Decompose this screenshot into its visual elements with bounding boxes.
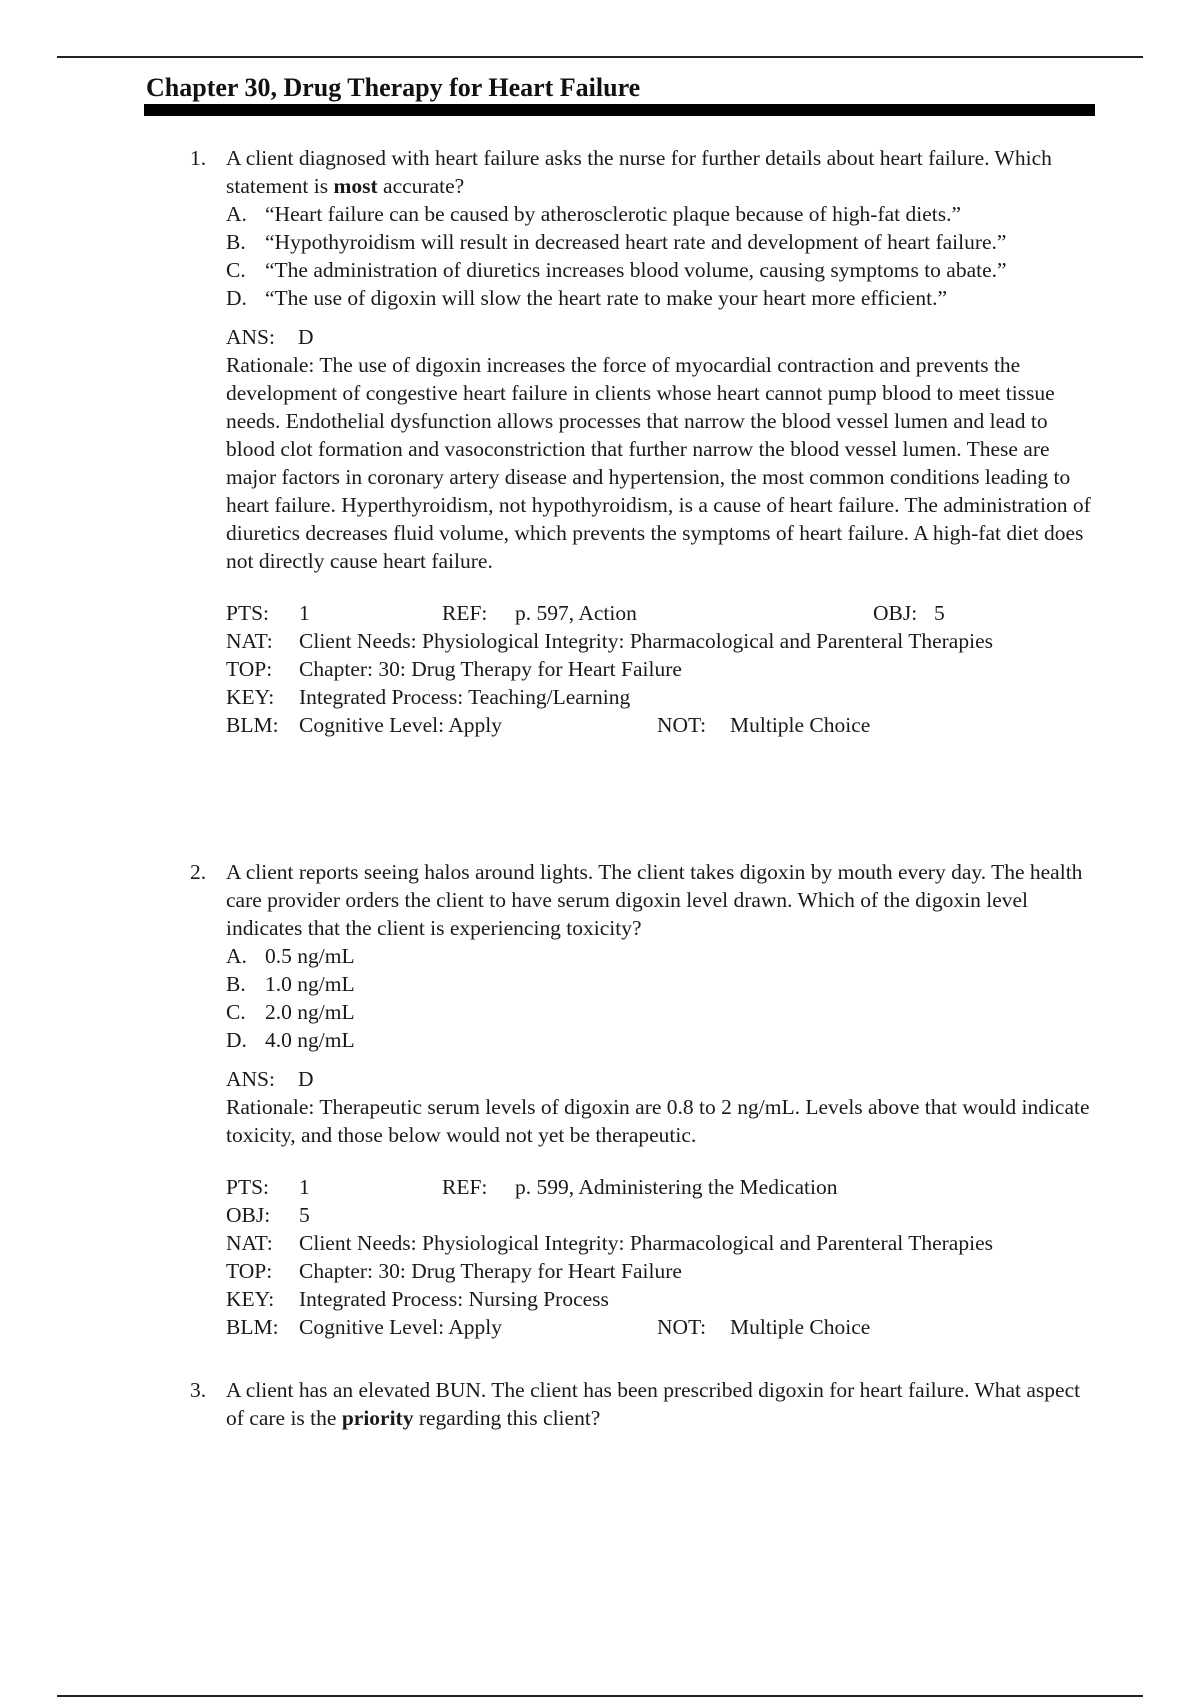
emphasis-word: most bbox=[333, 174, 378, 198]
question-number: 2. bbox=[190, 860, 207, 884]
option-b: B. “Hypothyroidism will result in decreased heart rate and development of heart failure.” bbox=[226, 230, 1007, 254]
question-metadata: PTS: 1 REF: p. 599, Administering the Medication OBJ: 5 NAT: Client Needs: Physiological Integrity: Pharmacological and Parenteral Therapies TOP: Chapter: 30: Drug Therapy for Heart Failure KEY: Integrated Process: Nursing Process BLM: Cognitive Level: Apply NOT: Multiple Choice bbox=[226, 1175, 993, 1339]
option-a: A. “Heart failure can be caused by atherosclerotic plaque because of high-fat diets.” bbox=[226, 202, 962, 226]
answer-line: ANS: D bbox=[226, 325, 314, 349]
question-metadata: PTS: 1 REF: p. 597, Action OBJ: 5 NAT: Client Needs: Physiological Integrity: Pharmacological and Parenteral Therapies TOP: Chapter: 30: Drug Therapy for Heart Failure KEY: Integrated Process: Teaching/Learning BLM: Cognitive Level: Apply NOT: Multiple Choice bbox=[226, 601, 993, 737]
title-underline-bar bbox=[144, 104, 1095, 116]
chapter-title: Chapter 30, Drug Therapy for Heart Failure bbox=[146, 73, 641, 102]
top-rule bbox=[57, 56, 1143, 58]
rationale: Rationale: Therapeutic serum levels of digoxin are 0.8 to 2 ng/mL. Levels above that would indicate toxicity, and those below would not yet be therapeutic. bbox=[226, 1095, 1090, 1147]
question-stem: A client diagnosed with heart failure asks the nurse for further details about heart failure. Which statement is most accurate? bbox=[226, 146, 1052, 198]
question-number: 1. bbox=[190, 146, 207, 170]
question-3 bbox=[190, 1376, 1095, 1432]
question-stem: A client has an elevated BUN. The client has been prescribed digoxin for heart failure. What aspect of care is the priority regarding this client? bbox=[226, 1378, 1081, 1430]
option-d: D. 4.0 ng/mL bbox=[226, 1028, 355, 1052]
rationale: Rationale: The use of digoxin increases the force of myocardial contraction and prevents the development of congestive heart failure in clients whose heart cannot pump blood to meet tissue needs. Endothelial dysfunction allows processes that narrow the blood vessel lumen and lead to blood clot formation and vasoconstriction that further narrow the blood vessel lumen. These are major factors in coronary artery disease and hypertension, the most common conditions leading to heart failure. Hyperthyroidism, not hypothyroidism, is a cause of heart failure. The administration of diuretics decreases fluid volume, which prevents the symptoms of heart failure. A high-fat diet does not directly cause heart failure. bbox=[226, 353, 1091, 573]
emphasis-word: priority bbox=[341, 1406, 414, 1430]
option-a: A. 0.5 ng/mL bbox=[226, 944, 355, 968]
option-b: B. 1.0 ng/mL bbox=[226, 972, 355, 996]
question-stem: A client reports seeing halos around lights. The client takes digoxin by mouth every day. The health care provider orders the client to have serum digoxin level drawn. Which of the digoxin level indicates that the client is experiencing toxicity? bbox=[226, 860, 1083, 940]
question-2 bbox=[190, 858, 1095, 1341]
answer-value: D bbox=[298, 1067, 314, 1091]
option-d: D. “The use of digoxin will slow the heart rate to make your heart more efficient.” bbox=[226, 286, 947, 310]
answer-value: D bbox=[298, 325, 314, 349]
answer-line: ANS: D bbox=[226, 1067, 314, 1091]
option-c: C. “The administration of diuretics increases blood volume, causing symptoms to abate.” bbox=[226, 258, 1007, 282]
question-1 bbox=[190, 144, 1095, 739]
option-c: C. 2.0 ng/mL bbox=[226, 1000, 355, 1024]
question-number: 3. bbox=[190, 1378, 207, 1402]
bottom-rule bbox=[57, 1695, 1143, 1697]
